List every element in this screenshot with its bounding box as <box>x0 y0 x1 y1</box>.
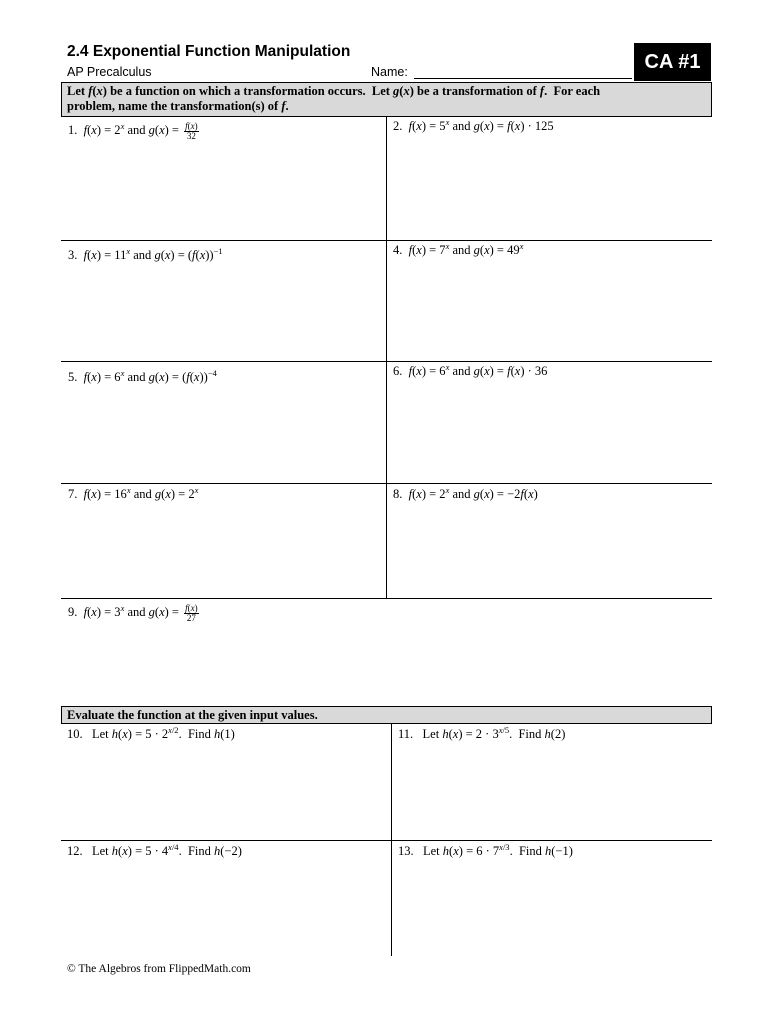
problem-9: 9. $f(x) = 3^x$ and g(x) = $\frac{f(x)}{27}$ <box>68 602 198 623</box>
grid-divider <box>61 598 712 599</box>
problem-11: 11. Let $h(x) = 2 \cdot 3^{x/5}$. Find h(2) <box>398 725 566 742</box>
instructions-line-2: problem, name the transformation(s) of f. <box>67 99 289 113</box>
problem-8: 8. $f(x) = 2^x$ and g(x) = −2f(x) <box>393 485 538 502</box>
grid-divider <box>61 483 712 484</box>
grid-divider <box>61 240 712 241</box>
problem-3: 3. $f(x) = 11^x$ and $g(x) = (f(x))^{-1}$ <box>68 246 223 263</box>
problem-5: 5. $f(x) = 6^x$ and $g(x) = (f(x))^{-4}$ <box>68 368 217 385</box>
problem-4: 4. $f(x) = 7^x$ and $g(x) = 49^x$ <box>393 241 524 258</box>
problem-13: 13. Let $h(x) = 6 \cdot 7^{x/3}$. Find h(−1) <box>398 842 573 859</box>
problem-1: 1. $f(x) = 2^x$ and g(x) = $\frac{f(x)}{32}$ <box>68 120 198 141</box>
instructions-line-1: Let f(x) be a function on which a transformation occurs. Let g(x) be a transformation of f. For each <box>67 84 601 98</box>
problem-7: 7. $f(x) = 16^x$ and $g(x) = 2^x$ <box>68 485 199 502</box>
worksheet-title: 2.4 Exponential Function Manipulation <box>67 43 351 60</box>
course-name: AP Precalculus <box>67 65 152 79</box>
evaluate-instructions: Evaluate the function at the given input values. <box>61 706 712 724</box>
transformation-instructions <box>61 82 712 117</box>
grid-divider <box>61 840 712 841</box>
problem-6: 6. $f(x) = 6^x$ and g(x) = f(x) · 36 <box>393 362 548 379</box>
grid-divider-vertical <box>386 117 387 599</box>
problem-2: 2. $f(x) = 5^x$ and g(x) = f(x) · 125 <box>393 117 554 134</box>
copyright-footer: © The Algebros from FlippedMath.com <box>67 963 251 975</box>
problem-10: 10. Let $h(x) = 5 \cdot 2^{x/2}$. Find h(1) <box>67 725 235 742</box>
ca-badge: CA #1 <box>634 43 711 81</box>
name-label: Name: <box>371 65 408 79</box>
name-blank-line[interactable] <box>414 78 632 79</box>
problem-12: 12. Let $h(x) = 5 \cdot 4^{x/4}$. Find h(−2) <box>67 842 242 859</box>
grid-divider <box>61 361 712 362</box>
